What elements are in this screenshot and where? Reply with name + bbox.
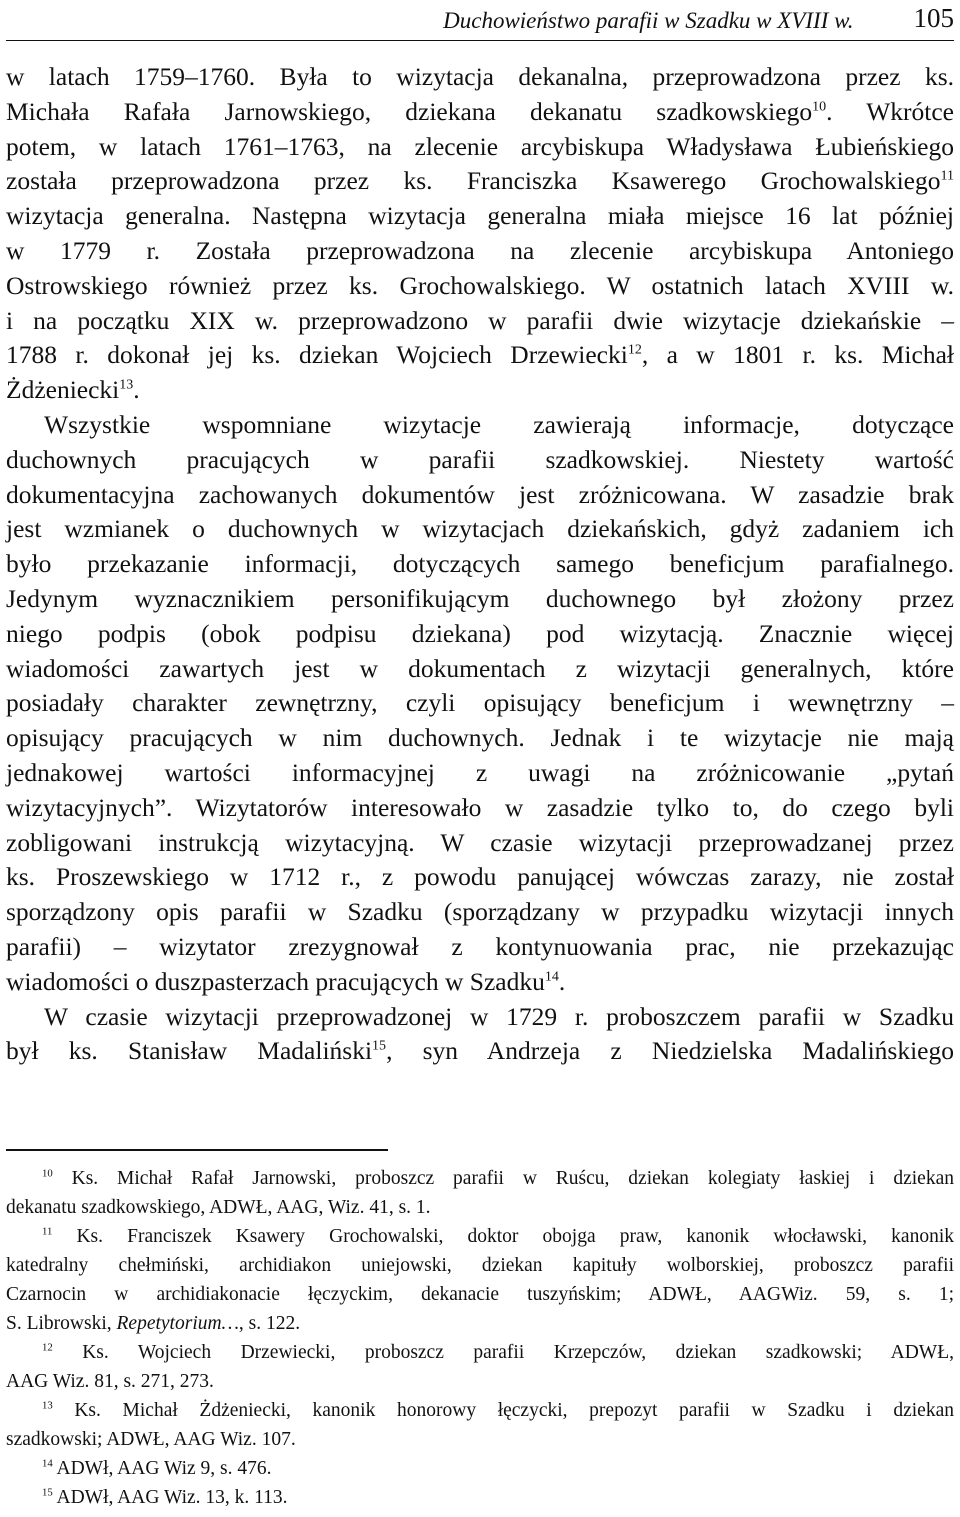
- text-line: [6, 130, 954, 165]
- text-segment: zobligowani instrukcją wizytacyjną. W czasie wizytacji przeprowadzanej przez: [6, 827, 954, 857]
- footnote-marker: 12: [627, 342, 642, 358]
- text-line: [6, 269, 954, 304]
- text-line: [6, 373, 954, 408]
- footnote-marker: 14: [544, 969, 559, 985]
- footnote-marker: 13: [42, 1399, 53, 1412]
- footnote-line: [6, 1193, 954, 1222]
- footnote-line: [6, 1483, 954, 1512]
- text-line: [6, 408, 954, 443]
- text-segment: Jedynym wyznacznikiem personifikującym duchownego był złożony przez: [6, 583, 954, 613]
- text-line: [6, 1000, 954, 1035]
- text-segment: W czasie wizytacji przeprowadzonej w 1729 r. proboszczem parafii w Szadku: [44, 1001, 954, 1031]
- text-line: [6, 304, 954, 339]
- text-line: [6, 791, 954, 826]
- text-segment: posiadały charakter zewnętrzny, czyli opisujący beneficjum i wewnętrzny –: [6, 688, 954, 718]
- text-segment: ADWł, AAG Wiz. 13, k. 113.: [52, 1487, 288, 1508]
- text-line: [6, 95, 954, 130]
- text-segment: był ks. Stanisław Madaliński: [6, 1036, 373, 1066]
- text-segment: jednakowej wartości informacyjnej z uwagi na zróżnicowanie „pytań: [6, 757, 954, 787]
- text-line: [6, 547, 954, 582]
- text-segment: Michała Rafała Jarnowskiego, dziekana dekanatu szadkowskiego: [6, 96, 813, 126]
- footnote-line: [6, 1164, 954, 1193]
- text-line: [6, 60, 954, 95]
- footnote-line: [6, 1454, 954, 1483]
- text-segment: 1788 r. dokonał jej ks. dziekan Wojciech Drzewiecki: [6, 340, 628, 370]
- text-line: [6, 199, 954, 234]
- footnote-marker: 10: [812, 99, 827, 115]
- text-segment: wizytacyjnych”. Wizytatorów interesowało w zasadzie tylko to, do czego byli: [6, 792, 954, 822]
- text-segment: szadkowski; ADWŁ, AAG Wiz. 107.: [6, 1429, 296, 1450]
- text-line: [6, 721, 954, 756]
- main-text: [6, 60, 954, 1069]
- text-line: [6, 478, 954, 513]
- text-segment: i na początku XIX w. przeprowadzono w parafii dwie wizytacje dziekańskie –: [6, 305, 954, 335]
- footnote-line: [6, 1338, 954, 1367]
- footnote-marker: 11: [940, 168, 954, 184]
- running-title: Duchowieństwo parafii w Szadku w XVIII w.: [443, 8, 854, 33]
- text-segment: Ks. Michał Żdżeniecki, kanonik honorowy łęczycki, prepozyt parafii w Szadku i dziekan: [52, 1400, 954, 1421]
- text-segment: w 1779 r. Została przeprowadzona na zlecenie arcybiskupa Antoniego: [6, 235, 954, 265]
- text-segment: wiadomości o duszpasterzach pracujących w Szadku: [6, 966, 545, 996]
- text-segment: Ks. Franciszek Ksawery Grochowalski, doktor obojga praw, kanonik włocławski, kanonik: [52, 1226, 954, 1247]
- text-segment: opisujący pracujących w nim duchownych. Jednak i te wizytacje nie mają: [6, 723, 954, 753]
- text-line: [6, 686, 954, 721]
- footnotes: [6, 1164, 954, 1512]
- text-segment: S. Librowski,: [6, 1313, 117, 1334]
- text-segment: w latach 1759–1760. Była to wizytacja dekanalna, przeprowadzona przez ks.: [6, 62, 954, 91]
- text-line: [6, 1034, 954, 1069]
- text-segment: sporządzony opis parafii w Szadku (sporządzany w przypadku wizytacji innych: [6, 897, 954, 927]
- text-segment: wizytacja generalna. Następna wizytacja generalna miała miejsce 16 lat później: [6, 201, 954, 231]
- text-line: [6, 930, 954, 965]
- text-line: [6, 826, 954, 861]
- page-number: 105: [913, 3, 954, 33]
- text-segment: .: [133, 375, 140, 405]
- text-segment: potem, w latach 1761–1763, na zlecenie arcybiskupa Władysława Łubieńskiego: [6, 131, 954, 161]
- text-line: [6, 756, 954, 791]
- text-segment: .: [558, 966, 566, 996]
- page-header: [6, 0, 954, 34]
- footnote-marker: 12: [42, 1341, 53, 1354]
- footnote-line: [6, 1309, 954, 1338]
- footnote-line: [6, 1367, 954, 1396]
- text-segment: Repetytorium…: [116, 1313, 239, 1334]
- text-segment: , syn Andrzeja z Niedzielska Madalińskiego: [386, 1036, 954, 1066]
- text-segment: , a w 1801 r. ks. Michał: [641, 340, 954, 370]
- text-segment: było przekazanie informacji, dotyczących samego beneficjum parafialnego.: [6, 549, 954, 579]
- text-segment: dokumentacyjna zachowanych dokumentów jest zróżnicowana. W zasadzie brak: [6, 479, 954, 509]
- footnote-marker: 10: [42, 1167, 53, 1180]
- footnote-separator: [6, 1149, 388, 1151]
- footnote-marker: 15: [372, 1038, 387, 1054]
- footnote-line: [6, 1222, 954, 1251]
- text-segment: ks. Proszewskiego w 1712 r., z powodu panującej wówczas zarazy, nie został: [6, 862, 954, 892]
- text-line: [6, 582, 954, 617]
- header-rule: [6, 40, 954, 41]
- footnote-marker: 14: [42, 1457, 53, 1470]
- text-line: [6, 164, 954, 199]
- text-line: [6, 860, 954, 895]
- text-segment: została przeprowadzona przez ks. Franciszka Ksawerego Grochowalskiego: [6, 166, 941, 196]
- text-segment: ADWł, AAG Wiz 9, s. 476.: [52, 1458, 272, 1479]
- footnote-line: [6, 1425, 954, 1454]
- text-segment: Ks. Michał Rafał Jarnowski, proboszcz parafii w Ruścu, dziekan kolegiaty łaskiej i dziekan: [52, 1168, 954, 1189]
- text-line: [6, 234, 954, 269]
- text-segment: wiadomości zawartych jest w dokumentach z wizytacji generalnych, które: [6, 653, 954, 683]
- text-segment: . Wkrótce: [826, 96, 954, 126]
- footnote-marker: 15: [42, 1486, 53, 1499]
- footnote-line: [6, 1251, 954, 1280]
- text-segment: Wszystkie wspomniane wizytacje zawierają informacje, dotyczące: [44, 409, 954, 439]
- footnote-line: [6, 1396, 954, 1425]
- text-segment: Ostrowskiego również przez ks. Grochowalskiego. W ostatnich latach XVIII w.: [6, 270, 954, 300]
- text-segment: jest wzmianek o duchownych w wizytacjach dziekańskich, gdyż zadaniem ich: [6, 514, 954, 544]
- text-segment: Żdżeniecki: [6, 375, 120, 405]
- text-segment: AAG Wiz. 81, s. 271, 273.: [6, 1371, 214, 1392]
- text-line: [6, 617, 954, 652]
- text-line: [6, 965, 954, 1000]
- text-segment: , s. 122.: [238, 1313, 301, 1334]
- text-segment: dekanatu szadkowskiego, ADWŁ, AAG, Wiz. 41, s. 1.: [6, 1197, 431, 1218]
- text-line: [6, 652, 954, 687]
- text-line: [6, 512, 954, 547]
- text-segment: parafii) – wizytator zrezygnował z kontynuowania prac, nie przekazując: [6, 931, 954, 961]
- footnote-marker: 13: [119, 377, 134, 393]
- text-segment: Ks. Wojciech Drzewiecki, proboszcz parafii Krzepczów, dziekan szadkowski; ADWŁ,: [52, 1342, 954, 1363]
- text-line: [6, 895, 954, 930]
- text-line: [6, 443, 954, 478]
- text-line: [6, 338, 954, 373]
- footnote-marker: 11: [42, 1225, 53, 1238]
- footnote-line: [6, 1280, 954, 1309]
- text-segment: katedralny chełmiński, archidiakon uniejowski, dziekan kapituły wolborskiej, proboszcz parafii: [6, 1255, 954, 1276]
- text-segment: niego podpis (obok podpisu dziekana) pod wizytacją. Znacznie więcej: [6, 618, 954, 648]
- text-segment: Czarnocin w archidiakonacie łęczyckim, dekanacie tuszyńskim; ADWŁ, AAGWiz. 59, s. 1;: [6, 1284, 954, 1305]
- text-segment: duchownych pracujących w parafii szadkowskiej. Niestety wartość: [6, 444, 954, 474]
